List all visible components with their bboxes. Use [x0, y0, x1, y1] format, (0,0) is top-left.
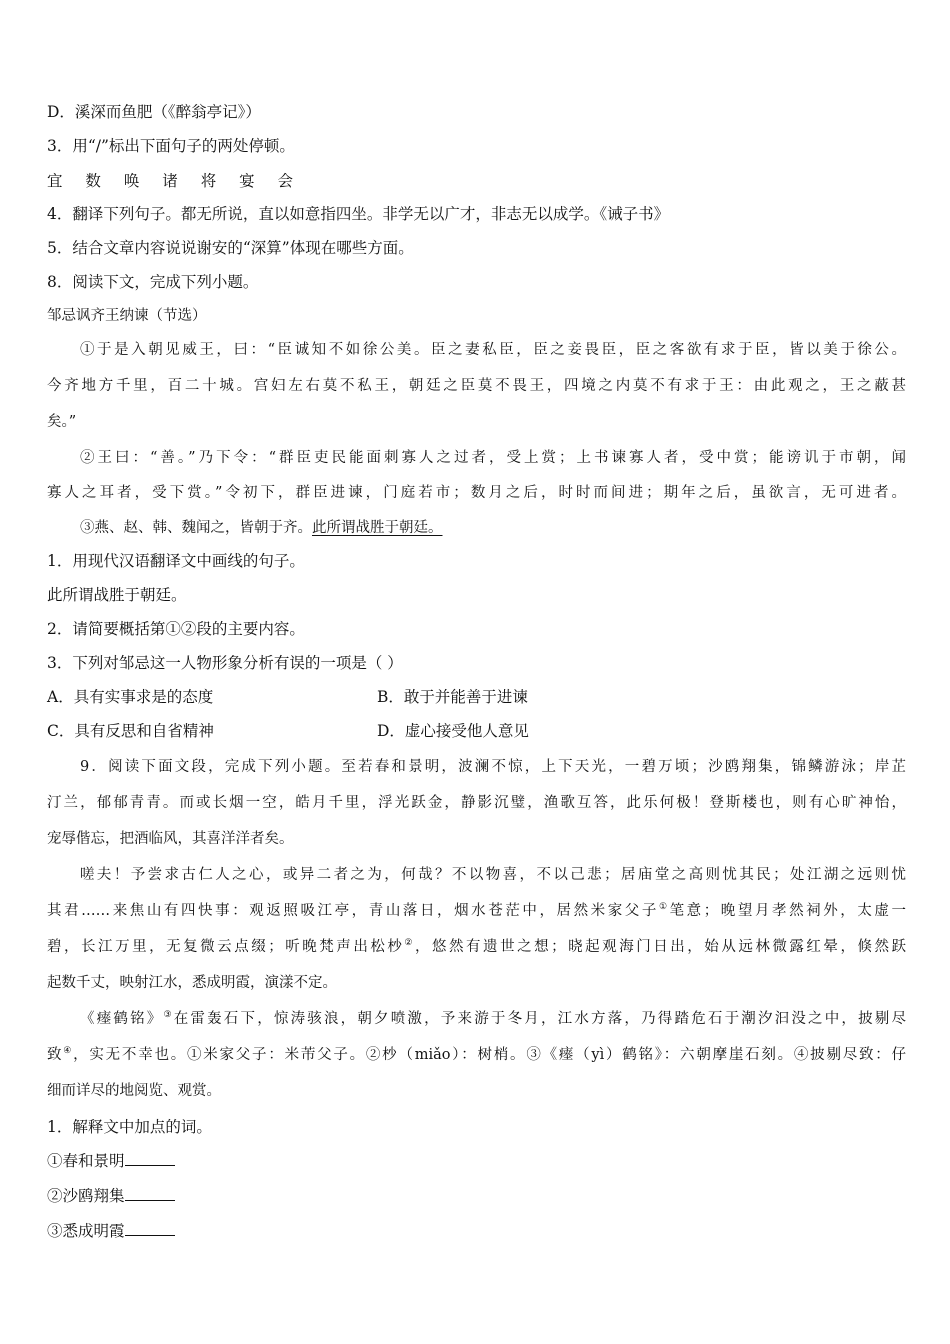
option-b[interactable]: B．敢于并能善于进谏	[377, 688, 528, 706]
sub-question-1: 1．用现代汉语翻译文中画线的句子。	[47, 552, 305, 570]
option-c[interactable]: C．具有反思和自省精神	[47, 722, 214, 740]
word-item-label: ③悉成明霞	[47, 1222, 125, 1240]
text-segment: 在雷轰石下，惊涛骇浪，朝夕喷激，予来游于冬月，江水方落，乃得踏危石于潮汐汩没之中，披剔尽	[173, 1011, 906, 1027]
sub-question-2: 2．请简要概括第①②段的主要内容。	[47, 620, 305, 638]
question-4-prompt: 4．翻译下列句子。都无所说，直以如意指四坐。非学无以广才，非志无以成学。《诫子书》	[47, 205, 670, 223]
word-item-label: ②沙鸥翔集	[47, 1187, 125, 1205]
passage-paragraph-1: 矣。”	[47, 414, 77, 430]
paragraph-3-text: ③燕、赵、韩、魏闻之，皆朝于齐。	[80, 520, 312, 536]
option-d-line: D．溪深而鱼肥（《醉翁亭记》）	[47, 103, 261, 121]
text-segment: ，实无不幸也。①米家父子：米芾父子。②杪（miǎo）：树梢。③《瘗（yì）鹤铭》：六朝摩崖石刻。④披剔尽致：仔	[73, 1047, 907, 1063]
underlined-sentence: 此所谓战胜于朝廷。	[312, 520, 443, 536]
passage-paragraph-2: ②王曰：“善。”乃下令：“群臣吏民能面刺寡人之过者，受上赏；上书谏寡人者，受中赏；能谤讥于市朝，闻	[80, 450, 906, 466]
sub-question-3: 3．下列对邹忌这一人物形象分析有误的一项是（ ）	[47, 654, 403, 672]
word-item-2	[47, 1185, 906, 1207]
section-9-paragraph-1: 汀兰，郁郁青青。而或长烟一空，皓月千里，浮光跃金，静影沉璧，渔歌互答，此乐何极！登斯楼也，则有心旷神怡，	[47, 795, 906, 811]
question-5-prompt: 5．结合文章内容说说谢安的“深算”体现在哪些方面。	[47, 239, 414, 257]
option-a[interactable]: A．具有实事求是的态度	[47, 688, 214, 706]
section-9-paragraph-3	[80, 1008, 906, 1030]
question-3-prompt: 3．用“/”标出下面句子的两处停顿。	[47, 137, 295, 155]
pause-sentence: 宜 数 唤 诸 将 宴 会	[47, 172, 303, 190]
answer-blank[interactable]	[125, 1186, 175, 1201]
section-9-paragraph-2	[47, 936, 906, 958]
options-row-2	[47, 720, 906, 742]
footnote-marker: ①	[658, 902, 670, 913]
text-segment: 笔意；晚望月孝然祠外，太虚一	[669, 903, 907, 919]
passage-paragraph-3	[80, 517, 906, 539]
section-8-heading: 8．阅读下文，完成下列小题。	[47, 273, 259, 291]
passage-paragraph-1: 今齐地方千里，百二十城。宫妇左右莫不私王，朝廷之臣莫不畏王，四境之内莫不有求于王：由此观之，王之蔽甚	[47, 378, 906, 394]
footnote-marker: ④	[63, 1046, 74, 1057]
text-segment: ，悠然有遗世之想；晓起观海门日出，始从远林微露红晕，倏然跃	[414, 939, 906, 955]
text-segment: 其君……来焦山有四快事：观返照吸江亭，青山落日，烟水苍茫中，居然米家父子	[47, 903, 659, 919]
word-item-3	[47, 1220, 906, 1242]
footnotes: 细而详尽的地阅览、观赏。	[47, 1083, 221, 1099]
passage-paragraph-1: ①于是入朝见威王，曰：“臣诚知不如徐公美。臣之妻私臣，臣之妾畏臣，臣之客欲有求于臣，皆以美于徐公。	[80, 342, 906, 358]
section-9-paragraph-1: 宠辱偕忘，把酒临风，其喜洋洋者矣。	[47, 831, 294, 847]
options-row-1	[47, 686, 906, 708]
word-item-label: ①春和景明	[47, 1152, 125, 1170]
text-segment: 《瘗鹤铭》	[80, 1011, 164, 1027]
text-segment: 碧，长江万里，无复微云点缀；听晚梵声出松杪	[47, 939, 405, 955]
footnote-marker: ③	[163, 1010, 174, 1021]
passage-paragraph-2: 寡人之耳者，受下赏。”令初下，群臣进谏，门庭若市；数月之后，时时而间进；期年之后，虽欲言，无可进者。	[47, 485, 906, 501]
section-9-paragraph-2: 起数千丈，映射江水，悉成明霞，演漾不定。	[47, 975, 337, 991]
sub-question-1-sentence: 此所谓战胜于朝廷。	[47, 586, 187, 604]
footnotes	[47, 1044, 906, 1066]
section-9-paragraph-1: 9．阅读下面文段，完成下列小题。至若春和景明，波澜不惊，上下天光，一碧万顷；沙鸥翔集，锦鳞游泳；岸芷	[80, 759, 906, 775]
option-d[interactable]: D．虚心接受他人意见	[377, 722, 529, 740]
sub-question-1b: 1．解释文中加点的词。	[47, 1118, 212, 1136]
passage-title: 邹忌讽齐王纳谏（节选）	[47, 308, 207, 324]
word-item-1	[47, 1150, 906, 1172]
footnote-marker: ②	[404, 938, 415, 949]
text-segment: 致	[47, 1047, 64, 1063]
answer-blank[interactable]	[125, 1151, 175, 1166]
section-9-paragraph-2: 嗟夫！予尝求古仁人之心，或异二者之为，何哉？不以物喜，不以己悲；居庙堂之高则忧其民；处江湖之远则忧	[80, 867, 906, 883]
answer-blank[interactable]	[125, 1221, 175, 1236]
section-9-paragraph-2	[47, 900, 906, 922]
